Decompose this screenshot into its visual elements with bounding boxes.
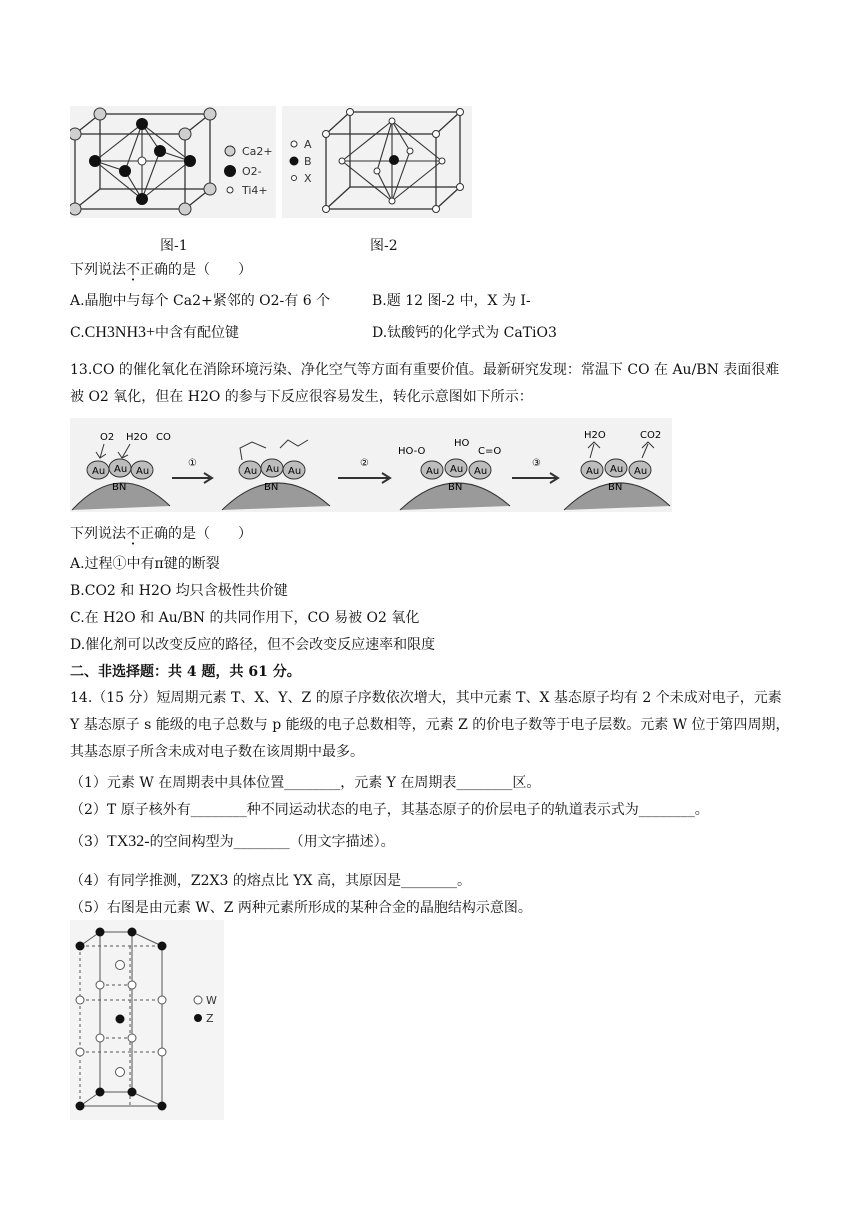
q13-stem xyxy=(70,525,252,543)
scheme-au-2c: Au xyxy=(288,466,302,477)
q12-option-a: A.晶胞中与每个 Ca2+紧邻的 O2-有 6 个 xyxy=(70,293,331,309)
section-2-heading: 二、非选择题：共 4 题，共 61 分。 xyxy=(70,664,301,680)
scheme-au-4a: Au xyxy=(586,466,600,477)
scheme-au-3c: Au xyxy=(474,466,488,477)
q13-reaction-scheme xyxy=(70,418,672,512)
q12-option-c-formula: CH3NH3+ xyxy=(84,324,156,341)
scheme-bn-1: BN xyxy=(112,482,127,493)
q14-part-1: （1）元素 W 在周期表中具体位置________，元素 Y 在周期表________区。 xyxy=(70,775,541,791)
scheme-au-3b: Au xyxy=(450,464,464,475)
figure-1-drawing xyxy=(70,106,276,218)
q13-text: 13.CO 的催化氧化在消除环境污染、净化空气等方面有重要价值。最新研究发现：常温下 CO 在 Au/BN 表面很难被 O2 氧化，但在 H2O 的参与下反应很容易发生，转化示意图如下所示： xyxy=(70,362,780,405)
scheme-au-4b: Au xyxy=(610,464,624,475)
scheme-au-1c: Au xyxy=(136,466,150,477)
q13-stem-a: 下列说法 xyxy=(70,526,126,542)
figure-1-caption: 图-1 xyxy=(160,238,188,254)
fig2-legend-a: A xyxy=(304,138,312,151)
scheme-h2o-label: H2O xyxy=(126,432,148,443)
q13-scheme-drawing xyxy=(70,418,672,512)
figure-2-caption: 图-2 xyxy=(370,238,398,254)
scheme-au-2b: Au xyxy=(266,464,280,475)
alloy-legend-w: W xyxy=(206,994,217,1007)
scheme-au-1a: Au xyxy=(92,466,106,477)
scheme-step-1: ① xyxy=(188,458,197,469)
q12-stem xyxy=(70,261,252,279)
scheme-bn-3: BN xyxy=(448,482,463,493)
q14-alloy-cell xyxy=(70,920,224,1120)
figure-2-drawing xyxy=(282,106,472,218)
q14-part-5: （5）右图是由元素 W、Z 两种元素所形成的某种合金的晶胞结构示意图。 xyxy=(70,900,532,916)
figure-1-perovskite-cell xyxy=(70,106,276,218)
q13-option-a: A.过程①中有π键的断裂 xyxy=(70,556,220,572)
scheme-ho-label: HO xyxy=(454,438,470,449)
q13-option-d: D.催化剂可以改变反应的路径，但不会改变反应速率和限度 xyxy=(70,637,436,653)
scheme-co2-product: CO2 xyxy=(640,430,662,441)
scheme-h2o-product: H2O xyxy=(584,430,606,441)
q12-option-d: D.钛酸钙的化学式为 CaTiO3 xyxy=(372,325,557,341)
q14-part-4: （4）有同学推测，Z2X3 的熔点比 YX 高，其原因是________。 xyxy=(70,873,471,889)
q12-option-c-suffix: 中含有配位键 xyxy=(155,325,240,341)
q14-part-3-prefix: （3） xyxy=(70,834,107,850)
scheme-au-4c: Au xyxy=(634,466,648,477)
fig1-legend-ti: Ti4+ xyxy=(242,184,268,197)
scheme-au-2a: Au xyxy=(244,466,258,477)
fig2-legend-x: X xyxy=(304,172,312,185)
q14-alloy-drawing xyxy=(70,920,224,1120)
q14-intro: 14.（15 分）短周期元素 T、X、Y、Z 的原子序数依次增大，其中元素 T、X 基态原子均有 2 个未成对电子，元素 Y 基态原子 s 能级的电子总数与 p 能级的电子总数相等，元素 Z 的价电子数等于电子层数。元素 W 位于第四周期，其基态原子所含未成对电子数在该周期中最多。 xyxy=(70,690,790,760)
q14-part-3-suffix: 的空间构型为________（用文字描述）。 xyxy=(149,834,395,850)
q14-part-3-formula: TX32- xyxy=(106,833,150,850)
q13-option-b: B.CO2 和 H2O 均只含极性共价键 xyxy=(70,583,288,599)
scheme-co-label: CO xyxy=(156,432,171,443)
q12-stem-b: 正确的是（ ） xyxy=(140,262,252,278)
q14-part-3 xyxy=(70,833,395,851)
figure-2-abx3-cell xyxy=(282,106,472,218)
q13-stem-b: 正确的是（ ） xyxy=(140,526,252,542)
fig2-legend-b: B xyxy=(304,155,312,168)
q12-option-c xyxy=(70,324,239,342)
q14-part-2: （2）T 原子核外有________种不同运动状态的电子，其基态原子的价层电子的轨道表示式为________。 xyxy=(70,802,709,818)
fig1-legend-o: O2- xyxy=(242,165,262,178)
scheme-step-3: ③ xyxy=(532,458,541,469)
scheme-bn-4: BN xyxy=(608,482,623,493)
q13-stem-not: 不 xyxy=(126,526,140,542)
q12-option-b: B.题 12 图-2 中，X 为 I- xyxy=(372,293,531,309)
scheme-bn-2: BN xyxy=(264,482,279,493)
q12-option-c-prefix: C. xyxy=(70,325,85,341)
q12-stem-not: 不 xyxy=(126,262,140,278)
scheme-au-1b: Au xyxy=(114,464,128,475)
scheme-o2-label: O2 xyxy=(100,432,115,443)
scheme-au-3a: Au xyxy=(426,466,440,477)
q13-option-c: C.在 H2O 和 Au/BN 的共同作用下，CO 易被 O2 氧化 xyxy=(70,610,420,626)
q12-stem-a: 下列说法 xyxy=(70,262,126,278)
fig1-legend-ca: Ca2+ xyxy=(242,145,273,158)
scheme-hooh-label: HO-O xyxy=(398,446,426,457)
scheme-step-2: ② xyxy=(360,458,369,469)
alloy-legend-z: Z xyxy=(206,1012,214,1025)
scheme-co-group-label: C=O xyxy=(478,446,502,457)
